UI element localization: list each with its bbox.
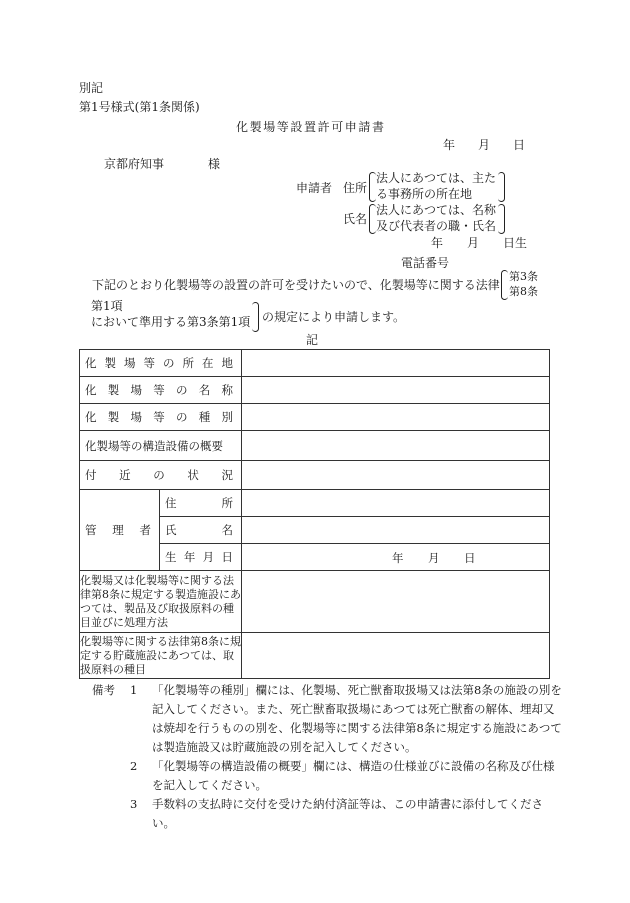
name-label-c5: の (176, 383, 188, 397)
name-label: 氏名 (343, 212, 368, 226)
manager-birth-label (165, 549, 241, 565)
name-label-c1: 化 (85, 383, 97, 397)
type-label-c6: 種 (198, 410, 211, 424)
manager-birth-c3: 月 (202, 550, 215, 564)
row-type (80, 404, 550, 431)
type-label-c3: 場 (130, 410, 142, 424)
addressee-honorific: 様 (208, 157, 221, 171)
type-label-c5: の (176, 410, 188, 424)
birth-month: 月 (467, 236, 480, 250)
article-brace (501, 270, 508, 300)
note-item-3 (92, 795, 562, 833)
surroundings-value[interactable] (242, 461, 550, 490)
address-note-line1: 法人にあつては、主た (376, 171, 497, 185)
article-option-3: 第3条 (509, 270, 538, 283)
name-value[interactable] (242, 377, 550, 404)
birth-year: 年 (431, 236, 444, 250)
birth-day-suffix: 日生 (503, 236, 528, 250)
row-processing-method (80, 571, 550, 633)
manager-name-label (165, 522, 241, 538)
manager-birth-c4: 日 (221, 550, 233, 564)
location-label-c8: 地 (221, 356, 233, 370)
processing-method-value[interactable] (242, 571, 550, 633)
date-month: 月 (478, 138, 491, 152)
type-label-c4: 等 (153, 410, 165, 424)
surroundings-label-c1: 付 (85, 468, 97, 482)
structure-value[interactable] (242, 431, 550, 461)
name-label-c3: 場 (130, 383, 142, 397)
row-location (80, 350, 550, 377)
name-label-c6: 名 (198, 383, 211, 397)
manager-birth-value[interactable] (242, 544, 550, 571)
storage-materials-value[interactable] (242, 633, 550, 679)
type-label-c1: 化 (85, 410, 97, 424)
surroundings-label-c2: 近 (119, 468, 131, 482)
annex-label: 別記 (79, 81, 104, 95)
location-label-c5: の (163, 356, 175, 370)
manager-label-c1: 管 (85, 523, 97, 537)
notes-label: 備考 (92, 683, 115, 697)
surroundings-label-c5: 況 (221, 468, 233, 482)
name-note-line2: 及び代表者の職・氏名 (376, 219, 497, 233)
clause-brace (252, 302, 259, 332)
page-title: 化製場等設置許可申請書 (236, 120, 386, 134)
surroundings-label (85, 467, 241, 483)
manager-name-c2: 名 (221, 523, 233, 537)
name-label-c4: 等 (153, 383, 165, 397)
manager-birth-c2: 年 (183, 550, 196, 564)
manager-address-label (165, 495, 241, 511)
manager-birth-c1: 生 (165, 550, 177, 564)
address-label: 住所 (343, 181, 368, 195)
structure-label: 化製場等の構造設備の概要 (80, 431, 242, 461)
type-value[interactable] (242, 404, 550, 431)
application-table (79, 349, 550, 679)
type-label-c2: 製 (107, 410, 120, 424)
manager-birth-day: 日 (464, 551, 476, 565)
notes-section (92, 681, 562, 833)
address-note-brace-open (369, 172, 376, 202)
clause-option-2: において準用する第3条第1項 (91, 315, 251, 329)
type-label-c7: 別 (221, 410, 233, 424)
addressee-name: 京都府知事 (104, 157, 165, 171)
clause-option-1: 第1項 (91, 299, 123, 313)
note-text-3: 手数料の支払時に交付を受けた納付済証等は、この申請書に添付してください。 (152, 797, 543, 830)
name-label-c2: 製 (107, 383, 120, 397)
note-item-1 (92, 681, 562, 757)
intro-text: 下記のとおり化製場等の設置の許可を受けたいので、化製場等に関する法律 (92, 278, 500, 292)
location-label-c7: 在 (202, 356, 214, 370)
manager-label (85, 522, 159, 538)
article-option-8: 第8条 (509, 285, 538, 298)
location-label-c6: 所 (182, 356, 194, 370)
manager-birth-year: 年 (392, 551, 404, 565)
surroundings-label-c3: の (153, 468, 165, 482)
manager-birth-month: 月 (428, 551, 440, 565)
processing-method-label: 化製場又は化製場等に関する法律第8条に規定する製造施設にあつては、製品及び取扱原料の種目並びに処理方法 (80, 571, 242, 633)
row-structure (80, 431, 550, 461)
name-note-brace-close (498, 204, 505, 234)
date-day: 日 (513, 138, 526, 152)
manager-address-c2: 所 (221, 496, 233, 510)
type-label (85, 409, 241, 425)
address-note-line2: る事務所の所在地 (376, 187, 473, 201)
ki-label: 記 (306, 333, 319, 347)
row-manager-address (80, 490, 550, 517)
note-number-3: 3 (130, 797, 138, 811)
note-number-2: 2 (130, 759, 138, 773)
storage-materials-label: 化製場等に関する法律第8条に規定する貯蔵施設にあつては、取扱原料の種目 (80, 633, 242, 679)
date-year: 年 (443, 138, 456, 152)
location-label-c4: 等 (143, 356, 155, 370)
location-value[interactable] (242, 350, 550, 377)
row-name (80, 377, 550, 404)
location-label (85, 355, 241, 371)
note-item-2 (92, 757, 562, 795)
row-surroundings (80, 461, 550, 490)
name-label-row (85, 382, 241, 398)
location-label-c2: 製 (104, 356, 116, 370)
surroundings-label-c4: 状 (187, 468, 199, 482)
row-storage-materials (80, 633, 550, 679)
form-number: 第1号様式(第1条関係) (79, 100, 200, 114)
intro-text-after: の規定により申請します。 (262, 310, 406, 324)
location-label-c1: 化 (85, 356, 97, 370)
phone-label: 電話番号 (401, 256, 450, 270)
applicant-label: 申請者 (296, 181, 333, 195)
manager-label-c3: 者 (139, 523, 151, 537)
name-note-line1: 法人にあつては、名称 (376, 203, 497, 217)
manager-address-c1: 住 (165, 496, 177, 510)
manager-name-c1: 氏 (165, 523, 177, 537)
manager-label-c2: 理 (112, 523, 124, 537)
note-text-2: 「化製場等の構造設備の概要」欄には、構造の仕様並びに設備の名称及び仕様を記入してください。 (152, 759, 555, 792)
name-note-brace-open (369, 204, 376, 234)
manager-name-value[interactable] (242, 517, 550, 544)
name-label-c7: 称 (221, 383, 233, 397)
note-number-1: 1 (130, 683, 138, 697)
manager-address-value[interactable] (242, 490, 550, 517)
address-note-brace-close (498, 172, 505, 202)
location-label-c3: 場 (124, 356, 136, 370)
note-text-1: 「化製場等の種別」欄には、化製場、死亡獣畜取扱場又は法第8条の施設の別を記入してください。また、死亡獣畜取扱場にあつては死亡獣畜の解体、埋却又は焼却を行うものの別を、化製場等に関する法律第8条に規定する施設にあつては製造施設又は貯蔵施設の別を記入してください。 (152, 683, 562, 754)
